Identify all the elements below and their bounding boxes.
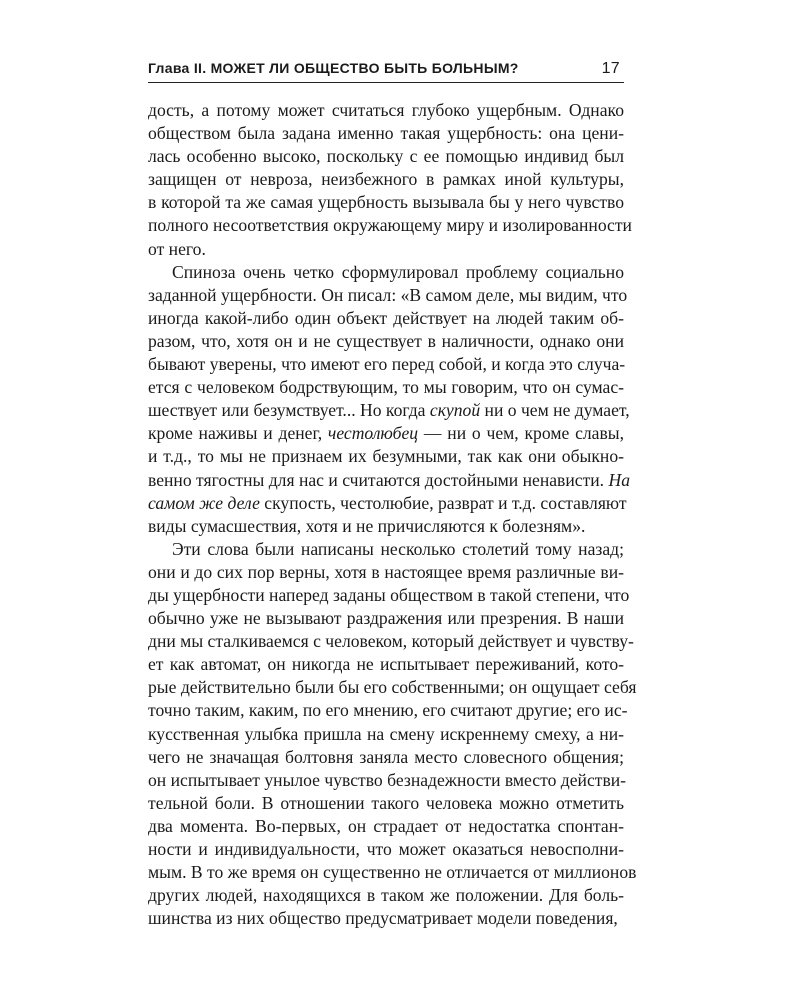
text-run: тельной боли. В отношении такого человека можно отметить — [148, 792, 624, 813]
text-run: в которой та же самая ущербность вызывала бы у него чувство — [148, 192, 624, 213]
text-run: они и до сих пор верны, хотя в настоящее время различные ви- — [148, 561, 624, 582]
text-line — [148, 884, 624, 907]
text-line — [148, 353, 624, 376]
text-line — [148, 238, 624, 261]
text-line — [148, 214, 632, 237]
text-run: защищен от невроза, неизбежного в рамках иной культуры, — [148, 169, 624, 190]
text-line — [148, 561, 624, 584]
text-line — [148, 492, 627, 515]
paragraph — [148, 261, 630, 538]
text-run: обществом была задана именно такая ущербность: она цени- — [148, 123, 624, 144]
text-run: лась особенно высоко, поскольку с ее помощью индивид был — [148, 146, 624, 167]
text-run: других людей, находящихся в таком же положении. Для боль- — [148, 885, 624, 906]
text-line — [148, 746, 624, 769]
paragraph — [148, 538, 637, 931]
italic-text: скупой — [429, 400, 481, 421]
text-line — [148, 515, 624, 538]
text-line — [148, 630, 634, 653]
text-run: дни мы сталкиваемся с человеком, который действует и чувству- — [148, 631, 634, 652]
text-run: Спиноза очень четко сформулировал проблему социально — [172, 261, 624, 282]
chapter-title: Глава II. МОЖЕТ ЛИ ОБЩЕСТВО БЫТЬ БОЛЬНЫМ? — [148, 60, 519, 76]
text-run: полного несоответствия окружающему миру и изолированности — [148, 215, 632, 236]
text-line — [148, 445, 624, 468]
paragraph — [148, 99, 632, 261]
text-run: Эти слова были написаны несколько столетий тому назад; — [172, 538, 624, 559]
text-line — [148, 861, 637, 884]
text-line — [148, 676, 637, 699]
text-run: иногда какой-либо один объект действует на людей таким об- — [148, 307, 624, 328]
text-line — [148, 376, 624, 399]
text-line — [148, 191, 624, 214]
text-run: венно тягостны для нас и считаются достойными ненависти. — [148, 469, 609, 490]
text-run: чего не значащая болтовня заняла место словесного общения; — [148, 746, 624, 767]
text-line — [148, 399, 630, 422]
text-line — [148, 907, 624, 930]
text-line — [148, 815, 624, 838]
text-run: шинства из них общество предусматривает модели поведения, — [148, 908, 618, 929]
text-run: виды сумасшествия, хотя и не причисляются к болезням». — [148, 515, 586, 536]
text-line — [148, 769, 627, 792]
text-run: от него. — [148, 238, 206, 259]
text-run: бывают уверены, что имеют его перед собой, и когда это случа- — [148, 354, 626, 375]
text-line — [148, 145, 624, 168]
text-run: разом, что, хотя он и не существует в наличности, однако они — [148, 330, 624, 351]
text-run: рые действительно были бы его собственными; он ощущает себя — [148, 677, 637, 698]
text-run: точно таким, каким, по его мнению, его считают другие; его ис- — [148, 700, 628, 721]
text-line — [148, 284, 628, 307]
text-run: ности и индивидуальности, что может оказаться невосполни- — [148, 839, 624, 859]
italic-text: самом же деле — [148, 492, 260, 513]
text-line — [148, 607, 624, 630]
text-run: заданной ущербности. Он писал: «В самом деле, мы видим, что — [148, 284, 628, 305]
text-run: он испытывает унылое чувство безнадежности вместо действи- — [148, 769, 627, 790]
text-line — [148, 792, 624, 815]
text-line — [148, 261, 624, 284]
text-run: дость, а потому может считаться глубоко ущербным. Однако — [148, 100, 624, 120]
italic-text: честолюбец — [327, 423, 419, 444]
text-line — [148, 584, 630, 607]
text-run: кусственная улыбка пришла на смену искреннему смеху, а ни- — [148, 723, 624, 744]
text-run: скупость, честолюбие, разврат и т.д. составляют — [259, 492, 627, 513]
text-line — [148, 699, 628, 722]
running-head — [148, 60, 624, 83]
text-line — [148, 538, 624, 561]
text-run: два момента. Во-первых, он страдает от недостатка спонтан- — [148, 815, 624, 836]
text-run: шествует или безумствует... Но когда — [148, 400, 430, 421]
text-run: и т.д., то мы не признаем их безумными, так как они обыкно- — [148, 446, 624, 467]
text-run: — ни о чем, кроме славы, — [418, 423, 624, 444]
text-run: ды ущербности наперед заданы обществом в такой степени, что — [148, 584, 630, 605]
text-run: обычно уже не вызывают раздражения или презрения. В наши — [148, 608, 624, 629]
text-line — [148, 330, 624, 353]
text-line — [148, 168, 624, 191]
text-line — [148, 723, 624, 746]
text-line — [148, 653, 624, 676]
text-run: ется с человеком бодрствующим, то мы говорим, что он сумас- — [148, 377, 624, 398]
text-line — [148, 122, 624, 145]
text-line — [148, 422, 624, 445]
text-run: кроме наживы и денег, — [148, 423, 328, 444]
text-line — [148, 838, 624, 861]
text-run: мым. В то же время он существенно не отличается от миллионов — [148, 862, 637, 883]
text-run: ни о чем не думает, — [480, 400, 630, 421]
text-run: ет как автомат, он никогда не испытывает переживаний, кото- — [148, 654, 624, 675]
text-line — [148, 99, 624, 122]
body-text — [148, 99, 637, 930]
text-line — [148, 469, 630, 492]
page-number: 17 — [601, 60, 620, 77]
text-line — [148, 307, 624, 330]
book-page — [148, 60, 637, 930]
italic-text: На — [608, 469, 630, 490]
